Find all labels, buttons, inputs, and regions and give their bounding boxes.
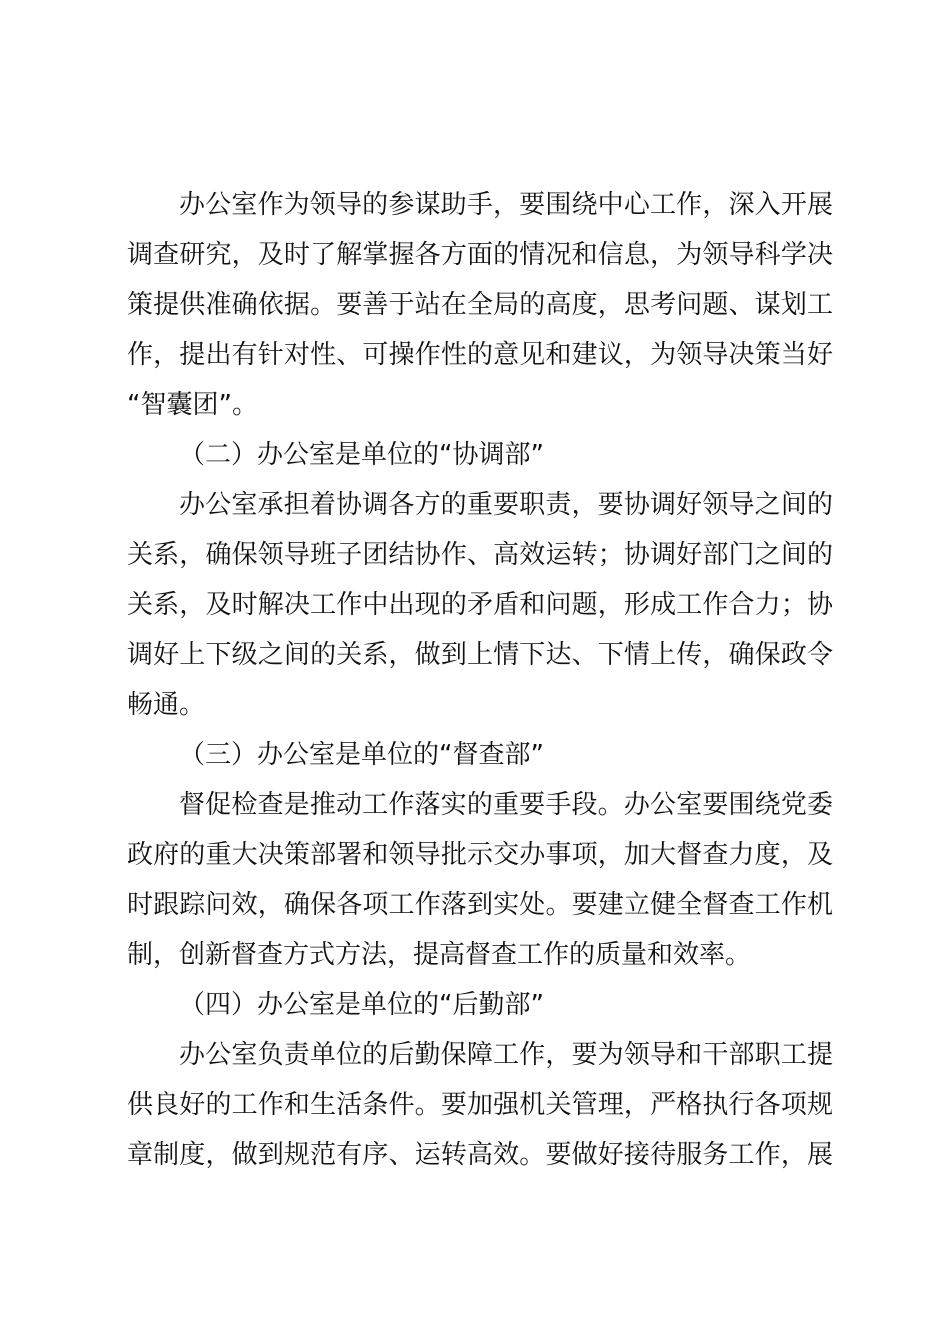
paragraph-first-line: 办公室负责单位的后勤保障工作，要为领导和干部职工提 (179, 1040, 833, 1070)
paragraph-line: 作，提出有针对性、可操作性的意见和建议，为领导决策当好 (127, 340, 833, 370)
paragraph-last-line: 制，创新督查方式方法，提高督查工作的质量和效率。 (127, 940, 752, 970)
paragraph-first-line: 办公室作为领导的参谋助手，要围绕中心工作，深入开展 (179, 190, 833, 220)
document-body (127, 180, 833, 1180)
section-heading: （二）办公室是单位的“协调部” (179, 440, 544, 470)
paragraph-line: 关系，确保领导班子团结协作、高效运转；协调好部门之间的 (127, 540, 833, 570)
paragraph-line: 供良好的工作和生活条件。要加强机关管理，严格执行各项规 (127, 1090, 833, 1120)
paragraph-line: 章制度，做到规范有序、运转高效。要做好接待服务工作，展 (127, 1140, 833, 1170)
paragraph-last-line: 畅通。 (127, 690, 206, 720)
paragraph-line: 关系，及时解决工作中出现的矛盾和问题，形成工作合力；协 (127, 590, 833, 620)
paragraph-line: 调好上下级之间的关系，做到上情下达、下情上传，确保政令 (127, 640, 833, 670)
paragraph-line: 调查研究，及时了解掌握各方面的情况和信息，为领导科学决 (127, 240, 833, 270)
paragraph-line: 时跟踪问效，确保各项工作落到实处。要建立健全督查工作机 (127, 890, 833, 920)
paragraph-line: 政府的重大决策部署和领导批示交办事项，加大督查力度，及 (127, 840, 833, 870)
paragraph-last-line: “智囊团”。 (127, 390, 258, 420)
section-heading: （三）办公室是单位的“督查部” (179, 740, 544, 770)
paragraph-first-line: 督促检查是推动工作落实的重要手段。办公室要围绕党委 (179, 790, 833, 820)
section-heading: （四）办公室是单位的“后勤部” (179, 990, 544, 1020)
paragraph-first-line: 办公室承担着协调各方的重要职责，要协调好领导之间的 (179, 490, 833, 520)
paragraph-line: 策提供准确依据。要善于站在全局的高度，思考问题、谋划工 (127, 290, 833, 320)
